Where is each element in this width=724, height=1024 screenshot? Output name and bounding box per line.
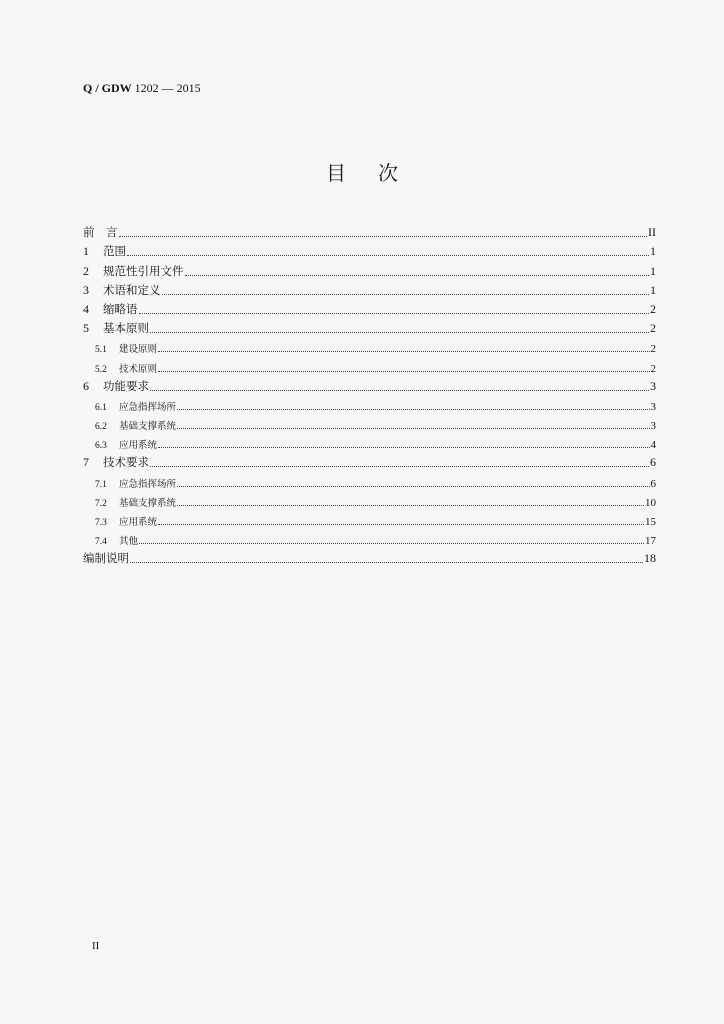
toc-dot-leader — [150, 390, 649, 391]
toc-entry-page: 3 — [650, 420, 656, 433]
toc-entry-label: 技术要求 — [103, 455, 149, 470]
toc-entry-label: 基础支撑系统 — [119, 497, 177, 509]
toc-entry-label: 基本原则 — [103, 321, 149, 336]
toc-entry[interactable] — [83, 298, 656, 317]
toc-entry[interactable] — [83, 336, 656, 355]
toc-entry-label: 应用系统 — [119, 517, 158, 528]
toc-entry-page: 1 — [650, 244, 656, 259]
toc-entry-number: 3 — [83, 282, 89, 297]
toc-entry[interactable] — [83, 279, 656, 298]
toc-entry[interactable] — [83, 240, 656, 259]
footer-page-number: II — [92, 940, 100, 952]
toc-entry[interactable] — [83, 509, 656, 528]
toc-dot-leader — [158, 371, 649, 372]
toc-entry[interactable] — [83, 470, 656, 489]
toc-entry-number: 7.2 — [95, 498, 107, 509]
toc-entry-label: 范围 — [103, 244, 126, 259]
toc-entry-page: 2 — [650, 301, 656, 316]
toc-entry-page: 3 — [650, 400, 656, 413]
toc-dot-leader — [177, 409, 649, 410]
toc-entry-page: 17 — [645, 535, 656, 548]
toc-dot-leader — [158, 524, 644, 525]
toc-dot-leader — [158, 447, 649, 448]
toc-entry-label: 规范性引用文件 — [103, 263, 184, 278]
toc-entry-number: 5.2 — [95, 364, 107, 375]
toc-entry-number: 7.4 — [95, 537, 107, 548]
toc-entry[interactable] — [83, 394, 656, 413]
toc-dot-leader — [158, 351, 649, 352]
standard-number: 1202 — 2015 — [131, 81, 201, 95]
toc-entry-page: 10 — [645, 496, 656, 509]
toc-dot-leader — [150, 332, 649, 333]
toc-entry-label: 基础支撑系统 — [119, 421, 177, 433]
document-code — [83, 80, 201, 96]
toc-entry-label: 建设原则 — [119, 344, 158, 356]
toc-entry-number: 7 — [83, 455, 89, 470]
toc-entry-number: 6.1 — [95, 402, 107, 413]
toc-entry[interactable] — [83, 413, 656, 432]
toc-entry-label: 应急指挥场所 — [119, 478, 177, 490]
toc-dot-leader — [177, 486, 649, 487]
toc-dot-leader — [119, 236, 648, 237]
toc-entry-label: 术语和定义 — [103, 282, 161, 297]
toc-entry-label: 技术原则 — [119, 363, 158, 375]
toc-entry-number: 6 — [83, 378, 89, 393]
toc-entry-page: 1 — [650, 282, 656, 297]
toc-entry-number: 6.3 — [95, 441, 107, 452]
toc-entry-page: 18 — [644, 551, 656, 566]
toc-dot-leader — [177, 428, 649, 429]
toc-entry[interactable] — [83, 355, 656, 374]
toc-title: 目次 — [326, 161, 430, 185]
toc-entry-label: 编制说明 — [83, 551, 129, 566]
table-of-contents — [83, 221, 656, 566]
toc-entry[interactable] — [83, 547, 656, 566]
toc-entry-number: 5.1 — [95, 345, 107, 356]
toc-entry-label: 应急指挥场所 — [119, 401, 177, 413]
toc-entry[interactable] — [83, 259, 656, 278]
toc-entry-label: 应用系统 — [119, 440, 158, 452]
toc-dot-leader — [139, 543, 644, 544]
toc-entry-number: 2 — [83, 263, 89, 278]
toc-dot-leader — [139, 313, 650, 314]
toc-entry-number: 7.1 — [95, 479, 107, 490]
toc-entry[interactable] — [83, 451, 656, 470]
toc-entry-page: 1 — [650, 263, 656, 278]
toc-entry-number: 4 — [83, 301, 89, 316]
toc-entry-number: 1 — [83, 244, 89, 259]
standard-prefix: Q / GDW — [83, 81, 132, 95]
toc-entry-label: 其他 — [119, 536, 139, 548]
toc-entry[interactable] — [83, 221, 656, 240]
toc-entry-page: 4 — [650, 439, 656, 452]
toc-entry-label: 缩略语 — [103, 301, 138, 316]
toc-entry-page: 6 — [650, 477, 656, 490]
toc-entry-page: 3 — [650, 378, 656, 393]
toc-entry-number: 6.2 — [95, 422, 107, 433]
toc-entry-page: 2 — [650, 362, 656, 375]
toc-entry-label: 功能要求 — [103, 378, 149, 393]
toc-entry-label: 前 言 — [83, 225, 118, 240]
toc-dot-leader — [130, 562, 643, 563]
toc-entry-page: 2 — [650, 343, 656, 356]
toc-entry[interactable] — [83, 528, 656, 547]
toc-entry-page: 2 — [650, 321, 656, 336]
toc-entry[interactable] — [83, 375, 656, 394]
toc-dot-leader — [127, 255, 649, 256]
toc-entry-page: II — [648, 225, 656, 240]
toc-dot-leader — [177, 505, 644, 506]
toc-entry-page: 6 — [650, 455, 656, 470]
toc-dot-leader — [185, 275, 650, 276]
toc-entry-number: 5 — [83, 321, 89, 336]
toc-dot-leader — [162, 294, 650, 295]
toc-entry-page: 15 — [645, 516, 656, 528]
toc-dot-leader — [150, 466, 649, 467]
toc-entry[interactable] — [83, 317, 656, 336]
toc-entry-number: 7.3 — [95, 518, 107, 528]
toc-entry[interactable] — [83, 432, 656, 451]
toc-entry[interactable] — [83, 490, 656, 509]
